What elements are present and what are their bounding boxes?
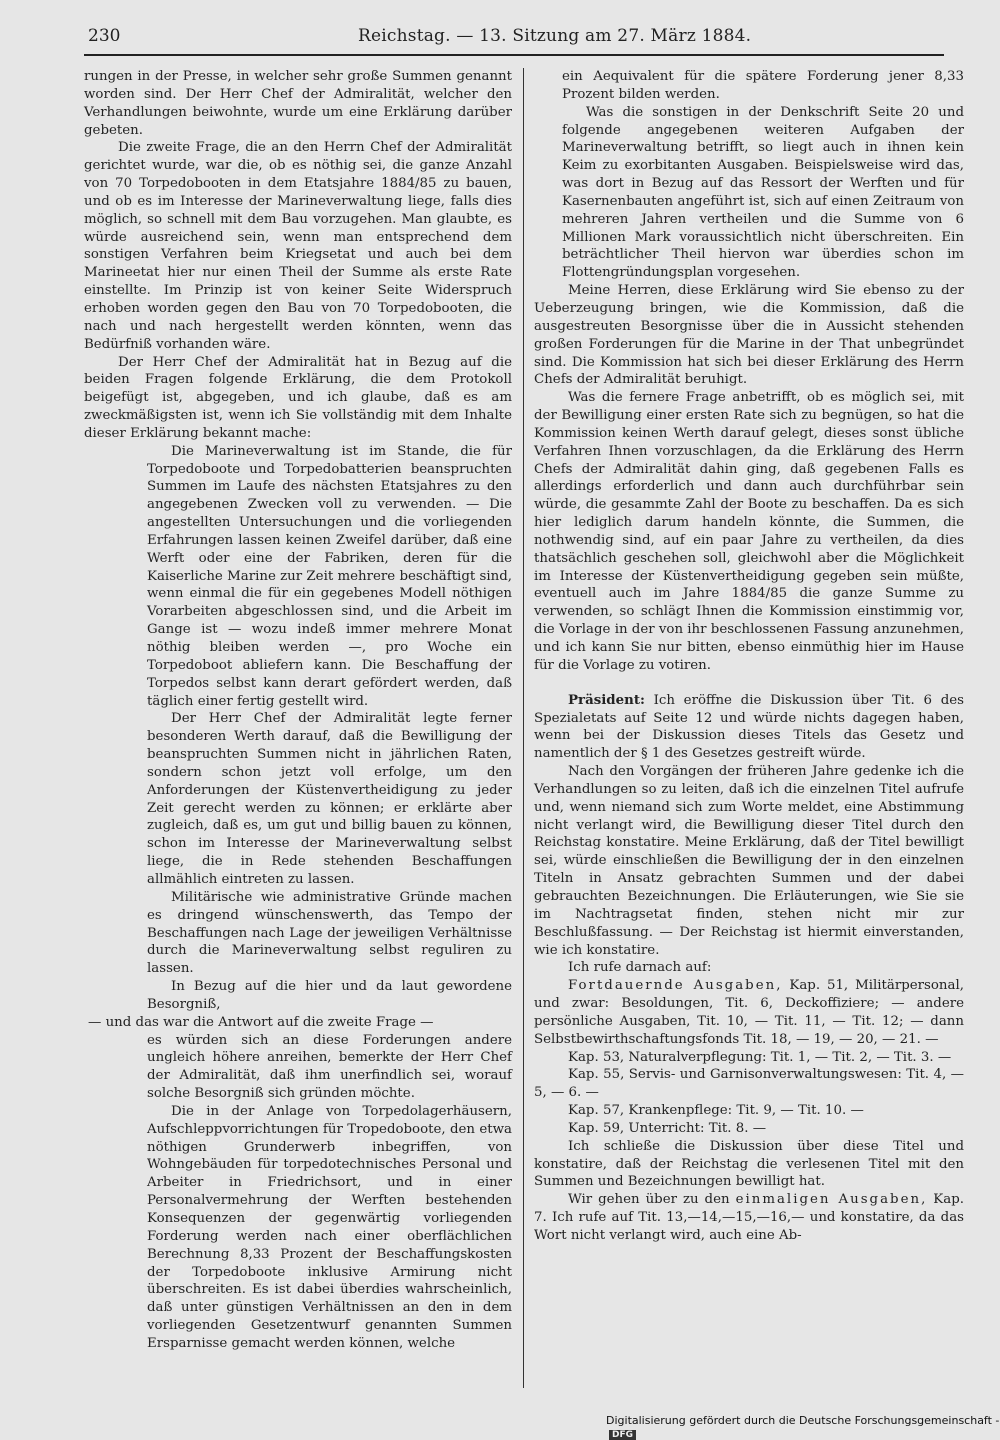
paragraph-text: es würden sich an diese Forderungen andere ungleich höhere anreihen, bemerkte der Herr Chef der Admiralität, daß ihm unerfindlich sei, worauf solche Besorgniß sich gründen möchte. [147, 1032, 512, 1102]
paragraph-text: Meine Herren, diese Erklärung wird Sie ebenso zu der Ueberzeugung bringen, wie die Kommission, daß die ausgestreuten Besorgnisse über die in Aussicht stehenden großen Forderungen für die Marine in der That unbegründet sind. Die Kommission hat sich bei dieser Erklärung des Herrn Chefs der Admiralität beruhigt. [534, 283, 964, 388]
page-number: 230 [88, 26, 121, 46]
dfg-logo: DFG [609, 1430, 636, 1440]
page-header [88, 26, 938, 52]
paragraph-text: Kap. 55, Servis- und Garnisonverwaltungswesen: Tit. 4, — 5, — 6. — [534, 1067, 964, 1101]
paragraph [534, 282, 964, 389]
paragraph [147, 1103, 512, 1353]
paragraph-text: Kap. 51, Militärpersonal, und zwar: Besoldungen, Tit. 6, Deckoffiziere; — andere persönliche Ausgaben, Tit. 10, — Tit. 11, — Tit. 12; — dann Selbstbewirthschaftungsfonds Tit. 18, — 19, — 20, — 21. — [534, 978, 964, 1047]
paragraph-text: Ich rufe darnach auf: [568, 960, 712, 976]
paragraph-text: — und das war die Antwort auf die zweite Frage — [88, 1014, 434, 1030]
running-title: Reichstag. — 13. Sitzung am 27. März 1884. [358, 26, 752, 46]
paragraph [534, 1066, 964, 1102]
paragraph-text: Nach den Vorgängen der früheren Jahre gedenke ich die Verhandlungen so zu leiten, daß ich die einzelnen Titel aufrufe und, wenn niemand sich zum Worte meldet, eine Abstimmung nicht verlangt wird, die Bewilligung dieser Titel durch den Reichstag konstatire. Meine Erklärung, daß der Titel bewilligt sei, würde einschließen die Bewilligung der in den einzelnen Titeln in Ansatz gebrachten Summen und der dabei gebrauchten Bezeichnungen. Die Erläuterungen, wie Sie sie im Nachtragsetat finden, stehen nicht mir zur Beschlußfassung. — Der Reichstag ist hiermit einverstanden, wie ich konstatire. [534, 764, 964, 958]
spaced-heading: Fortdauernde Ausgaben, [568, 978, 783, 994]
paragraph [147, 443, 512, 711]
paragraph [84, 139, 512, 353]
paragraph [534, 763, 964, 959]
paragraph [88, 1014, 512, 1032]
paragraph [534, 1120, 964, 1138]
paragraph [147, 978, 512, 1014]
right-column [534, 68, 964, 1245]
paragraph-text: Kap. 59, Unterricht: Tit. 8. — [568, 1120, 767, 1136]
paragraph [147, 1032, 512, 1103]
paragraph-text: Ich schließe die Diskussion über diese Titel und konstatire, daß der Reichstag die verlesenen Titel mit den Summen und Bezeichnungen bewilligt hat. [534, 1138, 964, 1190]
paragraph-text: Der Herr Chef der Admiralität hat in Bezug auf die beiden Fragen folgende Erklärung, die dem Protokoll beigefügt ist, abgegeben, und ich glaube, daß es am zweckmäßigsten ist, wenn ich Sie vollständig mit dem Inhalte dieser Erklärung bekannt mache: [84, 354, 512, 441]
column-divider [523, 68, 524, 1388]
paragraph [84, 354, 512, 443]
paragraph [562, 104, 964, 282]
paragraph-text: Kap. 7. Ich rufe auf Tit. 13,—14,—15,—16,— und konstatire, da das Wort nicht verlangt wird, auch eine Ab- [534, 1192, 965, 1243]
paragraph-text: Kap. 53, Naturalverpflegung: Tit. 1, — Tit. 2, — Tit. 3. — [568, 1049, 952, 1065]
paragraph [534, 1138, 964, 1192]
footer-text: Digitalisierung gefördert durch die Deutsche Forschungsgemeinschaft - [606, 1414, 1000, 1427]
paragraph [534, 977, 964, 1048]
paragraph-lead: Wir gehen über zu den [568, 1192, 736, 1208]
paragraph-text: In Bezug auf die hier und da laut gewordene Besorgniß, [147, 979, 512, 1012]
paragraph-text: Die in der Anlage von Torpedolagerhäusern, Aufschleppvorrichtungen für Tropedoboote, den etwa nöthigen Grunderwerb inbegriffen, von Wohngebäuden für torpedotechnisches Personal und Arbeiter in Friedrichsort, und in einer Personalvermehrung der Werften bestehenden Konsequenzen der gegenwärtig vorliegenden Forderung werden nach einer oberflächlichen Berechnung 8,33 Prozent der Beschaffungskosten der Torpedoboote inklusive Armirung nicht überschreiten. Es ist dabei überdies wahrscheinlich, daß unter günstigen Verhältnissen an den in dem vorliegenden Gesetzentwurf genannten Summen Ersparnisse gemacht werden können, welche [147, 1103, 512, 1351]
paragraph-text: Ich eröffne die Diskussion über Tit. 6 des Spezialetats auf Seite 12 und würde nichts dagegen haben, wenn bei der Diskussion dieses Titels das Gesetz und namentlich der § 1 des Gesetzes gestreift würde. [534, 692, 964, 762]
paragraph [147, 710, 512, 888]
footer-credit [606, 1414, 1000, 1440]
paragraph-text: ein Aequivalent für die spätere Forderung jener 8,33 Prozent bilden werden. [562, 69, 964, 102]
paragraph [534, 959, 964, 977]
paragraph [534, 389, 964, 675]
paragraph-text: Militärische wie administrative Gründe machen es dringend wünschenswerth, das Tempo der Beschaffungen nach Lage der jeweiligen Verhältnisse durch die Marineverwaltung selbst reguliren zu lassen. [147, 889, 512, 977]
paragraph [534, 1049, 964, 1067]
paragraph-text: rungen in der Presse, in welcher sehr große Summen genannt worden sind. Der Herr Chef der Admiralität, welcher den Verhandlungen beiwohnte, wurde um eine Erklärung darüber gebeten. [84, 69, 512, 138]
header-rule [84, 54, 944, 56]
paragraph-text: Was die sonstigen in der Denkschrift Seite 20 und folgende angegebenen weiteren Aufgaben der Marineverwaltung betrifft, so liegt auch in ihnen kein Keim zu exorbitanten Ausgaben. Beispielsweise wird das, was dort in Bezug auf das Ressort der Werften und für Kasernenbauten angeführt ist, sich auf einen Zeitraum von mehreren Jahren vertheilen und die Summe von 6 Millionen Mark voraussichtlich nicht überschreiten. Ein beträchtlicher Theil hiervon war überdies schon im Flottengründungsplan vorgesehen. [562, 104, 964, 281]
paragraph-text: Kap. 57, Krankenpflege: Tit. 9, — Tit. 10. — [568, 1103, 864, 1119]
paragraph-gap [534, 675, 964, 692]
speaker-name: Präsident: [568, 691, 645, 708]
paragraph-text: Was die fernere Frage anbetrifft, ob es möglich sei, mit der Bewilligung einer ersten Rate sich zu begnügen, so hat die Kommission keinen Werth darauf gelegt, dieses sonst übliche Verfahren Ihnen vorzuschlagen, da die Erklärung des Herrn Chefs der Admiralität dahin ging, daß gegebenen Falls es allerdings erforderlich und dann auch durchführbar sein würde, die gesammte Zahl der Boote zu beschaffen. Da es sich hier lediglich darum handeln könnte, die Summen, die nothwendig sind, auf ein paar Jahre zu vertheilen, da dies thatsächlich geschehen soll, gleichwohl aber die Möglichkeit im Interesse der Küstenvertheidigung gegeben sein müßte, eventuell auch im Jahre 1884/85 die ganze Summe zu verwenden, so schlägt Ihnen die Kommission einstimmig vor, die Vorlage in der von ihr beschlossenen Fassung anzunehmen, und ich kann Sie nur bitten, ebenso einmüthig hier im Hause für die Vorlage zu votiren. [534, 390, 964, 673]
spaced-heading: einmaligen Ausgaben, [735, 1192, 928, 1208]
paragraph [84, 68, 512, 139]
paragraph [534, 692, 964, 763]
left-column [84, 68, 512, 1353]
paragraph-text: Die Marineverwaltung ist im Stande, die für Torpedoboote und Torpedobatterien beanspruchten Summen im Laufe des nächsten Etatsjahres zu den angegebenen Zwecken voll zu verwenden. — Die angestellten Untersuchungen und die vorliegenden Erfahrungen lassen keinen Zweifel darüber, daß eine Werft oder eine der Fabriken, deren für die Kaiserliche Marine zur Zeit mehrere beschäftigt sind, wenn einmal die für ein gegebenes Modell nöthigen Vorarbeiten abgeschlossen sind, und die Arbeit im Gange ist — wozu indeß immer mehrere Monat nöthig bleiben werden —, pro Woche ein Torpedoboot abliefern kann. Die Beschaffung der Torpedos selbst kann derart gefördert werden, daß täglich einer fertig gestellt wird. [147, 443, 512, 709]
paragraph-text: Der Herr Chef der Admiralität legte ferner besonderen Werth darauf, daß die Bewilligung der beanspruchten Summen nicht in jährlichen Raten, sondern schon jetzt voll erfolge, um den Anforderungen der Küstenvertheidigung zu jeder Zeit gerecht werden zu können; er erklärte aber zugleich, daß es, um gut und billig bauen zu können, schon im Interesse der Marineverwaltung selbst liege, die in Rede stehenden Beschaffungen allmählich eintreten zu lassen. [147, 711, 512, 887]
paragraph [562, 68, 964, 104]
paragraph [534, 1191, 964, 1245]
paragraph [147, 889, 512, 978]
document-page [60, 24, 965, 1394]
paragraph-text: Die zweite Frage, die an den Herrn Chef der Admiralität gerichtet wurde, war die, ob es nöthig sei, die ganze Anzahl von 70 Torpedobooten in dem Etatsjahre 1884/85 zu bauen, und ob es im Interesse der Marineverwaltung liege, falls dies möglich, so schnell mit dem Bau vorzugehen. Man glaubte, es würde ausreichend sein, wenn man entsprechend dem sonstigen Verfahren beim Kriegsetat und auch bei dem Marineetat hier nur einen Theil der Summe als erste Rate einstellte. Im Prinzip ist von keiner Seite Widerspruch erhoben worden gegen den Bau von 70 Torpedobooten, die nach und nach hergestellt werden könnten, wenn das Bedürfniß vorhanden wäre. [84, 140, 512, 352]
paragraph [534, 1102, 964, 1120]
